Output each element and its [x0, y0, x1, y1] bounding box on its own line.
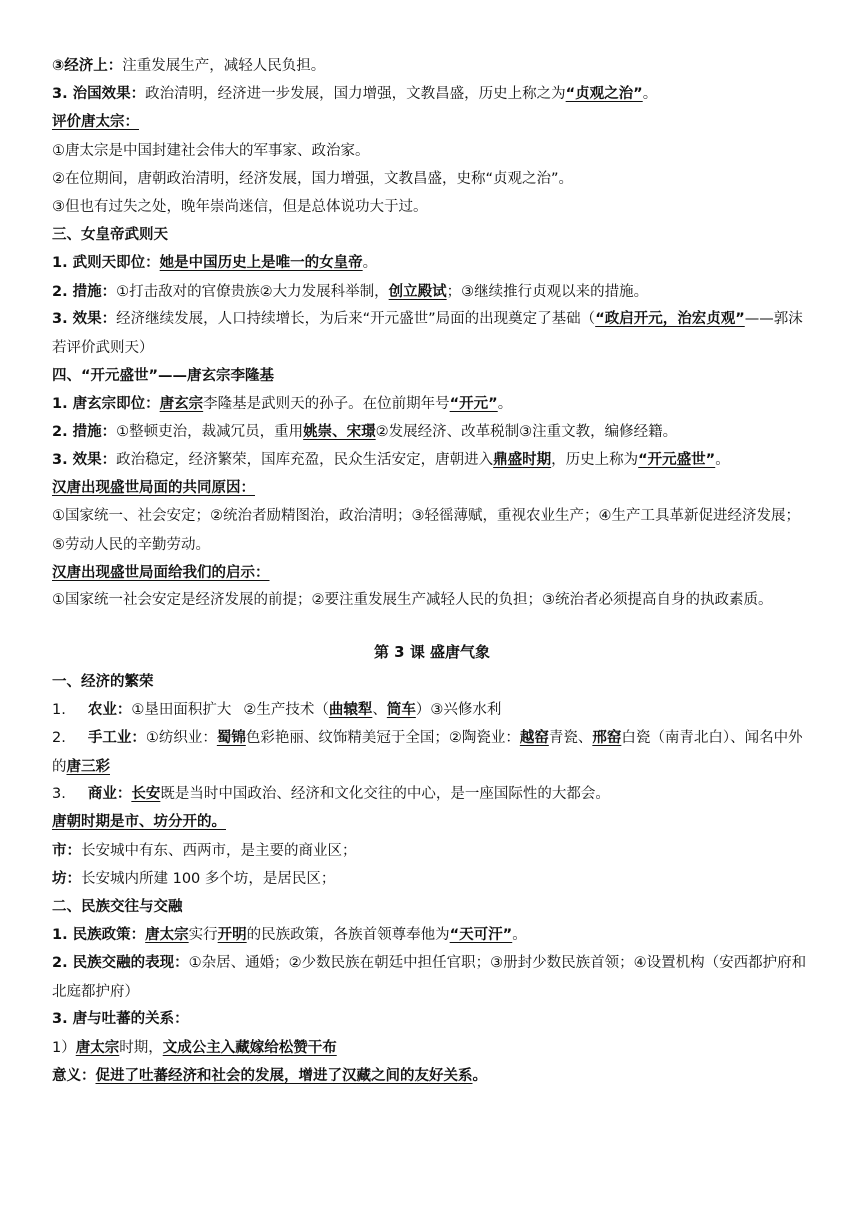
line-evaluate-2: ②在位期间，唐朝政治清明，经济发展，国力增强，文教昌盛，史称“贞观之治”。	[52, 170, 574, 187]
text: 实行	[188, 927, 218, 944]
line-wu-effect	[52, 305, 812, 363]
section-heading-economy: 一、经济的繁荣	[52, 673, 154, 690]
heading-lessons: 汉唐出现盛世局面给我们的启示：	[52, 564, 270, 581]
keyword: 唐太宗	[75, 1039, 120, 1056]
text: 政治清明，经济进一步发展，国力增强，文教昌盛，历史上称之为	[145, 86, 566, 103]
text: 。	[472, 1067, 487, 1084]
keyword: 唐太宗	[145, 927, 189, 944]
line-ethnic-policy	[52, 925, 812, 945]
line-evaluate-1: ①唐太宗是中国封建社会伟大的军事家、政治家。	[52, 142, 370, 159]
label: 坊：	[52, 870, 81, 887]
keyword: “开元”	[449, 395, 498, 412]
text: 的民族政策，各族首领尊奉他为	[246, 927, 450, 944]
line-ward	[52, 869, 812, 889]
section-heading-ethnic: 二、民族交往与交融	[52, 898, 183, 915]
line-commerce	[52, 784, 812, 804]
line-evaluate-3: ③但也有过失之处，晚年崇尚迷信，但是总体说功大于过。	[52, 198, 428, 215]
text: 、	[372, 702, 387, 718]
text: 长安城中有东、西两市，是主要的商业区；	[81, 842, 357, 859]
line-governance-effect	[52, 84, 812, 104]
keyword: 开明	[217, 927, 247, 944]
text: ①垦田面积扩大	[131, 702, 232, 718]
spacer	[52, 618, 812, 642]
section-heading-wuzetian: 三、女皇帝武则天	[52, 227, 168, 244]
label: 1. 武则天即位：	[52, 255, 160, 272]
keyword: 邢窑	[592, 729, 622, 746]
text: 白瓷（南青北白）、闻名中外的	[52, 729, 803, 775]
label: 2. 措施：	[52, 424, 117, 441]
label: 3. 效果：	[52, 452, 117, 469]
text: 。	[715, 452, 730, 469]
keyword: 长安	[131, 786, 161, 803]
text: 。	[512, 927, 527, 944]
label: 农业：	[87, 702, 132, 718]
line-handicraft	[52, 724, 812, 782]
text: ①整顿吏治，裁减冗员，重用	[116, 424, 304, 441]
line-ethnic-integration	[52, 949, 812, 1007]
keyword: “开元盛世”	[638, 452, 716, 469]
keyword: 姚崇、宋璟	[303, 424, 376, 441]
line-xuanzong-accession	[52, 394, 812, 414]
keyword: “贞观之治”	[565, 86, 643, 103]
text: 政治稳定，经济繁荣，国库充盈，民众生活安定，唐朝进入	[116, 452, 494, 469]
item-number: 2.	[52, 729, 66, 746]
keyword: 唐三彩	[66, 758, 110, 775]
item-number: 1.	[52, 702, 66, 718]
text: ②发展经济、改革税制③注重文教，编修经籍。	[375, 424, 678, 441]
lesson-title: 第 3 课 盛唐气象	[373, 642, 491, 661]
heading-common-causes: 汉唐出现盛世局面的共同原因：	[52, 480, 255, 497]
heading-evaluate-taizong: 评价唐太宗：	[52, 114, 139, 131]
keyword: 鼎盛时期	[493, 452, 552, 469]
text: ）③兴修水利	[415, 702, 502, 718]
heading-tubo-relations: 3. 唐与吐蕃的关系：	[52, 1011, 189, 1028]
text: ①杂居、通婚；②少数民族在朝廷中担任官职；③册封少数民族首领；④设置机构（安西都护府和北庭都护府）	[52, 954, 807, 1000]
line-wu-accession	[52, 253, 812, 273]
line-market-ward: 唐朝时期是市、坊分开的。	[52, 814, 226, 831]
text: ；③继续推行贞观以来的措施。	[446, 283, 649, 300]
keyword: 曲辕犁	[328, 702, 373, 718]
text: 。	[642, 86, 658, 103]
item-number: 1）	[52, 1039, 76, 1056]
label: ③经济上：	[52, 58, 123, 74]
line-economy-measure	[52, 56, 812, 76]
document-page	[52, 56, 812, 1094]
text: 。	[497, 395, 513, 412]
text: 。	[362, 255, 378, 272]
line-market	[52, 841, 812, 861]
label: 2. 措施：	[52, 283, 117, 300]
section-heading-kaiyuan: 四、“开元盛世”——唐玄宗李隆基	[52, 367, 275, 384]
label: 市：	[52, 842, 81, 859]
text: 李隆基是武则天的孙子。在位前期年号	[203, 395, 450, 412]
text: 青瓷、	[548, 729, 593, 746]
text: ，历史上称为	[551, 452, 639, 469]
line-wu-measures	[52, 282, 812, 302]
label: 手工业：	[87, 729, 146, 746]
label: 3. 治国效果：	[52, 86, 146, 103]
keyword: 促进了吐蕃经济和社会的发展，增进了汉藏之间的友好关系	[95, 1067, 473, 1084]
line-tubo-significance	[52, 1066, 812, 1086]
text: 长安城内所建 100 多个坊，是居民区；	[81, 870, 336, 887]
text: 经济继续发展，人口持续增长，为后来“开元盛世”局面的出现奠定了基础（	[116, 311, 596, 328]
keyword: 文成公主入藏嫁给松赞干布	[162, 1039, 337, 1056]
keyword: 她是中国历史上是唯一的女皇帝	[159, 255, 363, 272]
text: ②生产技术（	[243, 702, 329, 718]
label: 2. 民族交融的表现：	[52, 954, 189, 971]
line-tubo-1	[52, 1038, 812, 1058]
text: ——郭沫若评价武则天）	[52, 311, 803, 357]
line-common-causes: ①国家统一、社会安定；②统治者励精图治，政治清明；③轻徭薄赋，重视农业生产；④生产工具革新促进经济发展；⑤劳动人民的辛勤劳动。	[52, 508, 800, 554]
line-agriculture	[52, 700, 812, 720]
item-number: 3.	[52, 786, 66, 803]
label: 1. 唐玄宗即位：	[52, 395, 160, 412]
keyword: 蜀锦	[216, 729, 246, 746]
line-lessons: ①国家统一社会安定是经济发展的前提；②要注重发展生产减轻人民的负担；③统治者必须提高自身的执政素质。	[52, 592, 773, 609]
text: 注重发展生产，减轻人民负担。	[122, 58, 326, 74]
text: 时期，	[119, 1039, 163, 1056]
keyword: 创立殿试	[388, 283, 447, 300]
label: 商业：	[87, 786, 132, 803]
keyword: 越窑	[519, 729, 549, 746]
keyword: 唐玄宗	[159, 395, 204, 412]
label: 意义：	[52, 1067, 96, 1084]
line-xuanzong-measures	[52, 422, 812, 442]
label: 3. 效果：	[52, 311, 117, 328]
keyword: 筒车	[386, 702, 416, 718]
keyword: “政启开元，治宏贞观”	[595, 311, 745, 328]
line-xuanzong-effect	[52, 450, 812, 470]
text: 既是当时中国政治、经济和文化交往的中心，是一座国际性的大都会。	[160, 786, 610, 803]
keyword: “天可汗”	[449, 927, 513, 944]
text: 色彩艳丽、纹饰精美冠于全国；②陶瓷业：	[245, 729, 520, 746]
text: ①打击敌对的官僚贵族②大力发展科举制，	[116, 283, 389, 300]
label: 1. 民族政策：	[52, 927, 146, 944]
text: ①纺织业：	[145, 729, 217, 746]
